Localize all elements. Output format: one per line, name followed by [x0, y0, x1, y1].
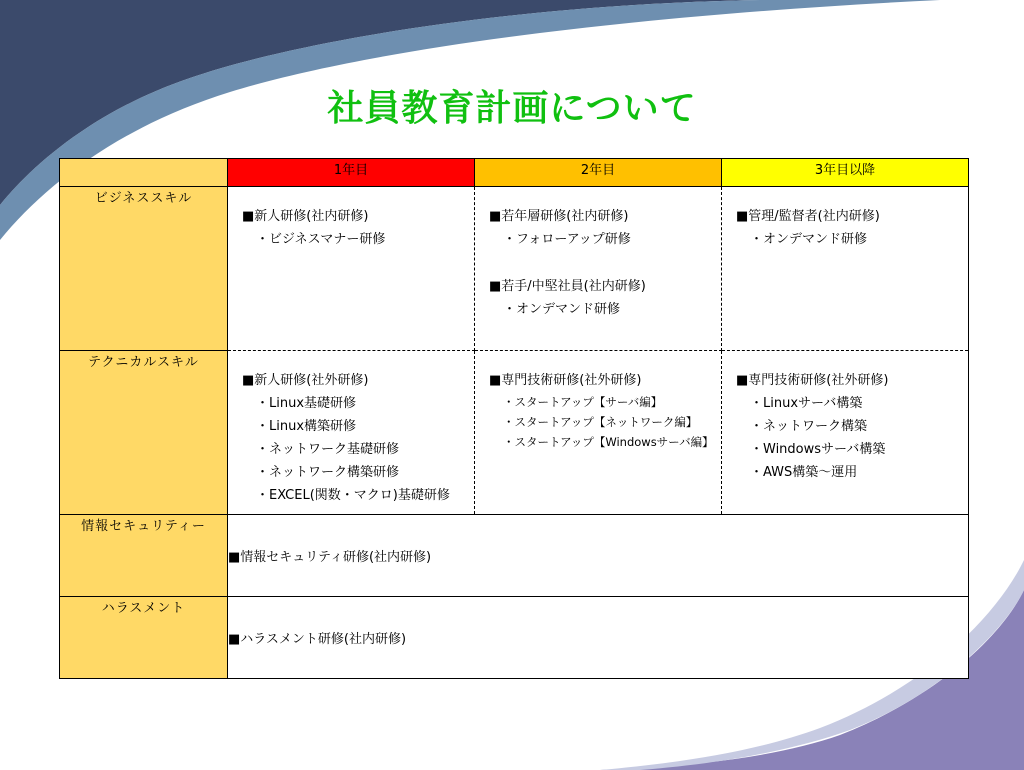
category-information-security: 情報セキュリティー [60, 515, 228, 597]
group-head: ■若年層研修(社内研修) [489, 209, 629, 224]
row-harassment [60, 597, 969, 679]
group-head: ■若手/中堅社員(社内研修) [489, 279, 646, 294]
group-head: ■管理/監督者(社内研修) [736, 209, 880, 224]
list-item: ・スタートアップ【サーバ編】 [503, 395, 663, 409]
list-item: ・AWS構築～運用 [750, 465, 858, 480]
cell-harassment: ■ハラスメント研修(社内研修) [228, 597, 969, 679]
cell-business-year3 [722, 187, 969, 351]
cell-business-year2 [475, 187, 722, 351]
category-harassment: ハラスメント [60, 597, 228, 679]
list-item: ・スタートアップ【Windowsサーバ編】 [503, 435, 714, 449]
group-head: ■専門技術研修(社外研修) [736, 373, 889, 388]
table-header-row [60, 159, 969, 187]
row-technical-skill [60, 351, 969, 515]
list-item: ・ビジネスマナー研修 [256, 232, 386, 247]
header-year1: 1年目 [228, 159, 475, 187]
list-item: ・ネットワーク構築 [750, 419, 868, 434]
list-item: ・フォローアップ研修 [503, 232, 631, 247]
group-head: ■新人研修(社内研修) [242, 209, 369, 224]
category-business-skill: ビジネススキル [60, 187, 228, 351]
list-item: ・EXCEL(関数・マクロ)基礎研修 [256, 488, 450, 503]
list-item: ・スタートアップ【ネットワーク編】 [503, 415, 698, 429]
list-item: ・Linux構築研修 [256, 419, 357, 434]
list-item: ・ネットワーク基礎研修 [256, 442, 400, 457]
list-item: ・Windowsサーバ構築 [750, 442, 886, 457]
cell-technical-year3 [722, 351, 969, 515]
cell-technical-year2 [475, 351, 722, 515]
list-item: ・ネットワーク構築研修 [256, 465, 400, 480]
training-plan-table [59, 158, 969, 679]
row-business-skill [60, 187, 969, 351]
list-item: ・Linuxサーバ構築 [750, 396, 863, 411]
list-item: ・オンデマンド研修 [503, 302, 621, 317]
header-year3: 3年目以降 [722, 159, 969, 187]
category-technical-skill: テクニカルスキル [60, 351, 228, 515]
list-item: ・Linux基礎研修 [256, 396, 357, 411]
list-item: ・オンデマンド研修 [750, 232, 868, 247]
row-information-security [60, 515, 969, 597]
header-corner [60, 159, 228, 187]
cell-technical-year1 [228, 351, 475, 515]
cell-information-security: ■情報セキュリティ研修(社内研修) [228, 515, 969, 597]
group-head: ■新人研修(社外研修) [242, 373, 369, 388]
page-title: 社員教育計画について [327, 88, 697, 129]
cell-business-year1 [228, 187, 475, 351]
group-head: ■専門技術研修(社外研修) [489, 373, 642, 388]
header-year2: 2年目 [475, 159, 722, 187]
